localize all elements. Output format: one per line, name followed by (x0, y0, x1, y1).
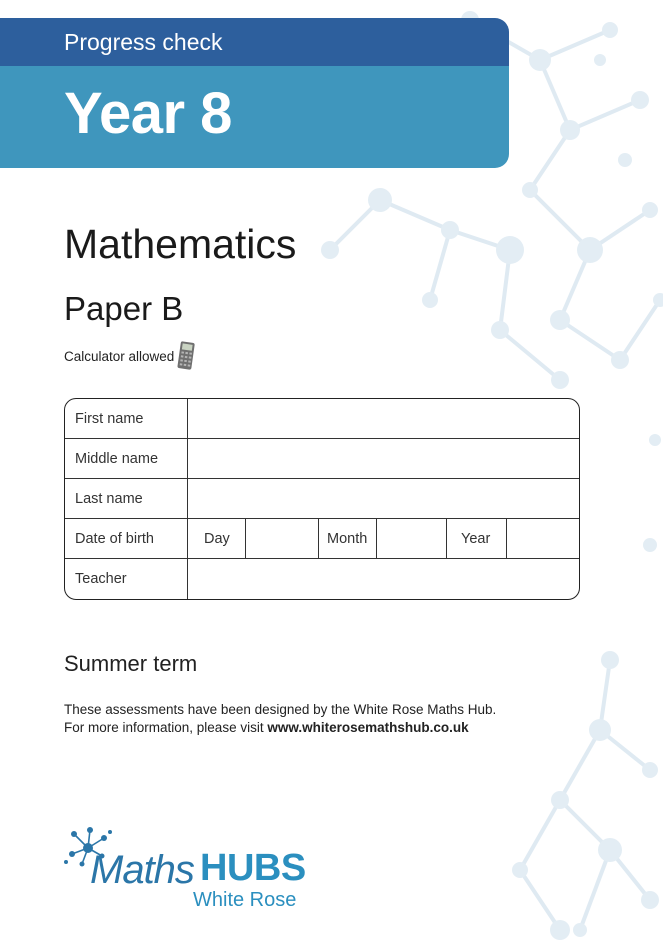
info-line-2-prefix: For more information, please visit (64, 720, 268, 735)
info-text (64, 701, 496, 737)
teacher-row (65, 559, 579, 599)
dob-month-field[interactable] (377, 519, 447, 558)
progress-check-label: Progress check (64, 28, 223, 55)
dob-day-field[interactable] (246, 519, 319, 558)
paper-title: Paper B (64, 290, 184, 327)
logo-hubs-text: HUBS (200, 847, 306, 889)
info-line-2 (64, 719, 496, 737)
calculator-note (64, 341, 196, 371)
date-of-birth-row (65, 519, 579, 559)
middle-name-label: Middle name (65, 439, 188, 478)
banner-top (0, 18, 509, 66)
title-banner (0, 18, 509, 168)
teacher-field[interactable] (188, 559, 579, 599)
logo-white-rose-text: White Rose (193, 889, 297, 911)
dob-year-label: Year (447, 519, 507, 558)
maths-hubs-logo (60, 824, 320, 914)
info-line-1: These assessments have been designed by the White Rose Maths Hub. (64, 702, 497, 717)
middle-name-field[interactable] (188, 439, 579, 478)
calculator-note-text: Calculator allowed (64, 348, 175, 364)
last-name-label: Last name (65, 479, 188, 518)
banner-bottom (0, 66, 509, 168)
year-title: Year 8 (64, 81, 232, 146)
dob-month-label: Month (319, 519, 377, 558)
first-name-label: First name (65, 399, 188, 438)
middle-name-row (65, 439, 579, 479)
logo-maths-text: Maths (90, 848, 194, 892)
calculator-icon (176, 341, 196, 371)
student-details-form (64, 398, 580, 600)
date-of-birth-label: Date of birth (65, 519, 188, 558)
last-name-row (65, 479, 579, 519)
date-of-birth-fields (188, 519, 579, 558)
term-heading: Summer term (64, 651, 198, 676)
subject-title: Mathematics (64, 221, 297, 267)
last-name-field[interactable] (188, 479, 579, 518)
dob-day-label: Day (188, 519, 246, 558)
first-name-row (65, 399, 579, 439)
dob-year-field[interactable] (507, 519, 579, 558)
website-link[interactable]: www.whiterosemathshub.co.uk (267, 720, 469, 735)
teacher-label: Teacher (65, 559, 188, 599)
first-name-field[interactable] (188, 399, 579, 438)
